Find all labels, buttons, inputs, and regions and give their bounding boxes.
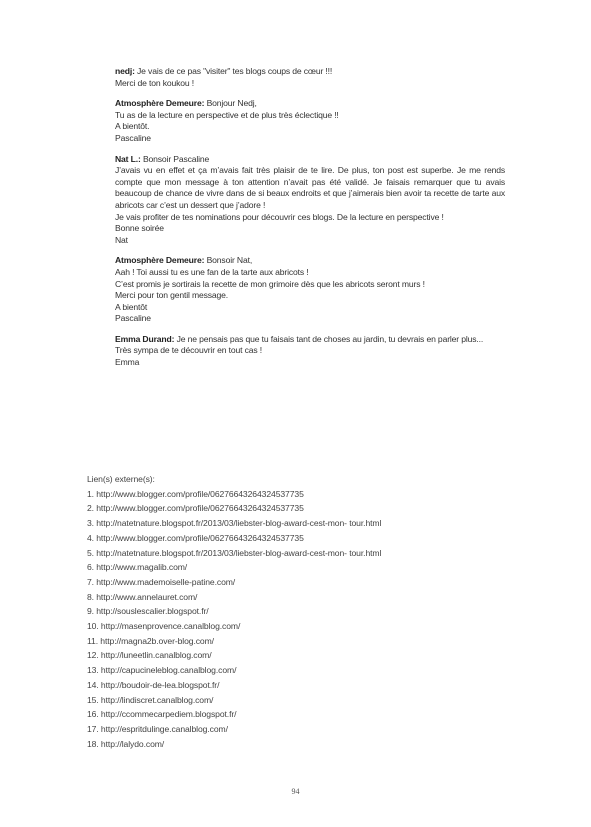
comment-emma <box>115 334 505 369</box>
comment-line: A bientôt <box>115 301 148 312</box>
comment-line: Emma <box>115 357 140 368</box>
comment-atmosphere-2 <box>115 255 505 325</box>
comment-line: Bonne soirée <box>115 223 164 234</box>
comment-nedj <box>115 66 505 89</box>
comment-line: Tu as de la lecture en perspective et de plus très éclectique !! <box>115 109 339 120</box>
comment-text: Je vais de ce pas "visiter" tes blogs coups de cœur !!! <box>137 66 333 76</box>
comment-line <box>115 334 505 346</box>
comment-line: Aah ! Toi aussi tu es une fan de la tarte aux abricots ! <box>115 266 309 277</box>
comment-author: nedj: <box>115 66 135 76</box>
comment-author: Emma Durand: <box>115 333 175 344</box>
comment-line: C’est promis je sortirais la recette de mon grimoire dès que les abricots seront murs ! <box>115 278 425 289</box>
comments-section <box>115 66 505 378</box>
external-link[interactable]: 1. http://www.blogger.com/profile/06276643264324537735 <box>87 488 304 499</box>
external-link[interactable]: 17. http://espritdulinge.canalblog.com/ <box>87 723 228 734</box>
comment-line <box>115 255 505 267</box>
comment-atmosphere-1 <box>115 98 505 144</box>
external-link[interactable]: 14. http://boudoir-de-lea.blogspot.fr/ <box>87 679 220 690</box>
external-link[interactable]: 15. http://lindiscret.canalblog.com/ <box>87 694 214 705</box>
external-link[interactable]: 6. http://www.magalib.com/ <box>87 562 188 573</box>
comment-line <box>115 154 505 166</box>
external-link[interactable]: 16. http://ccommecarpediem.blogspot.fr/ <box>87 709 237 720</box>
external-link[interactable]: 10. http://masenprovence.canalblog.com/ <box>87 621 241 632</box>
comment-line: A bientôt. <box>115 121 150 132</box>
external-links-list <box>87 487 507 752</box>
comment-line: Je vais profiter de tes nominations pour découvrir ces blogs. De la lecture en perspective ! <box>115 211 444 222</box>
external-link[interactable]: 9. http://souslescalier.blogspot.fr/ <box>87 606 209 617</box>
comment-paragraph: J’avais vu en effet et ça m’avais fait très plaisir de te lire. De plus, ton post est superbe. Je me rends compte que mon message à ton attention n’avait pas été validé. Je faisais remarquer que tu avais beaucoup de chance de vivre dans de si beaux endroits et que j’aimerais bien avoir ta recette de tarte aux abricots car c’est un dessert que j’adore ! <box>115 165 505 210</box>
comment-nat <box>115 154 505 247</box>
external-link[interactable]: 4. http://www.blogger.com/profile/06276643264324537735 <box>87 532 304 543</box>
comment-line <box>115 98 505 110</box>
comment-text: Bonsoir Pascaline <box>142 153 210 164</box>
comment-line: Très sympa de te découvrir en tout cas ! <box>115 345 263 356</box>
comment-text: Bonjour Nedj, <box>206 98 257 109</box>
comment-author: Atmosphère Demeure: <box>115 98 205 109</box>
external-links-section <box>87 472 507 751</box>
external-link[interactable]: 8. http://www.annelauret.com/ <box>87 591 198 602</box>
comment-line <box>115 66 505 78</box>
external-link[interactable]: 5. http://natetnature.blogspot.fr/2013/03/liebster-blog-award-cest-mon- tour.html <box>87 547 382 558</box>
comment-text: Bonsoir Nat, <box>206 255 253 266</box>
comment-text: Je ne pensais pas que tu faisais tant de choses au jardin, tu devrais en parler plus... <box>176 333 484 344</box>
comment-line: Merci de ton koukou ! <box>115 77 195 88</box>
external-link[interactable]: 7. http://www.mademoiselle-patine.com/ <box>87 576 236 587</box>
external-link[interactable]: 3. http://natetnature.blogspot.fr/2013/03/liebster-blog-award-cest-mon- tour.html <box>87 518 382 529</box>
comment-line: Merci pour ton gentil message. <box>115 290 229 301</box>
comment-line: Nat <box>115 234 128 245</box>
comment-author: Atmosphère Demeure: <box>115 255 205 266</box>
comment-author: Nat L.: <box>115 153 141 164</box>
external-link[interactable]: 11. http://magna2b.over-blog.com/ <box>87 635 214 646</box>
external-link[interactable]: 13. http://capucineleblog.canalblog.com/ <box>87 665 237 676</box>
comment-line: Pascaline <box>115 132 151 143</box>
comment-line: Pascaline <box>115 313 151 324</box>
external-link[interactable]: 2. http://www.blogger.com/profile/06276643264324537735 <box>87 503 304 514</box>
external-links-heading: Lien(s) externe(s): <box>87 474 155 484</box>
page-number: 94 <box>291 787 300 796</box>
external-link[interactable]: 12. http://luneetlin.canalblog.com/ <box>87 650 212 661</box>
external-link[interactable]: 18. http://lalydo.com/ <box>87 738 165 749</box>
